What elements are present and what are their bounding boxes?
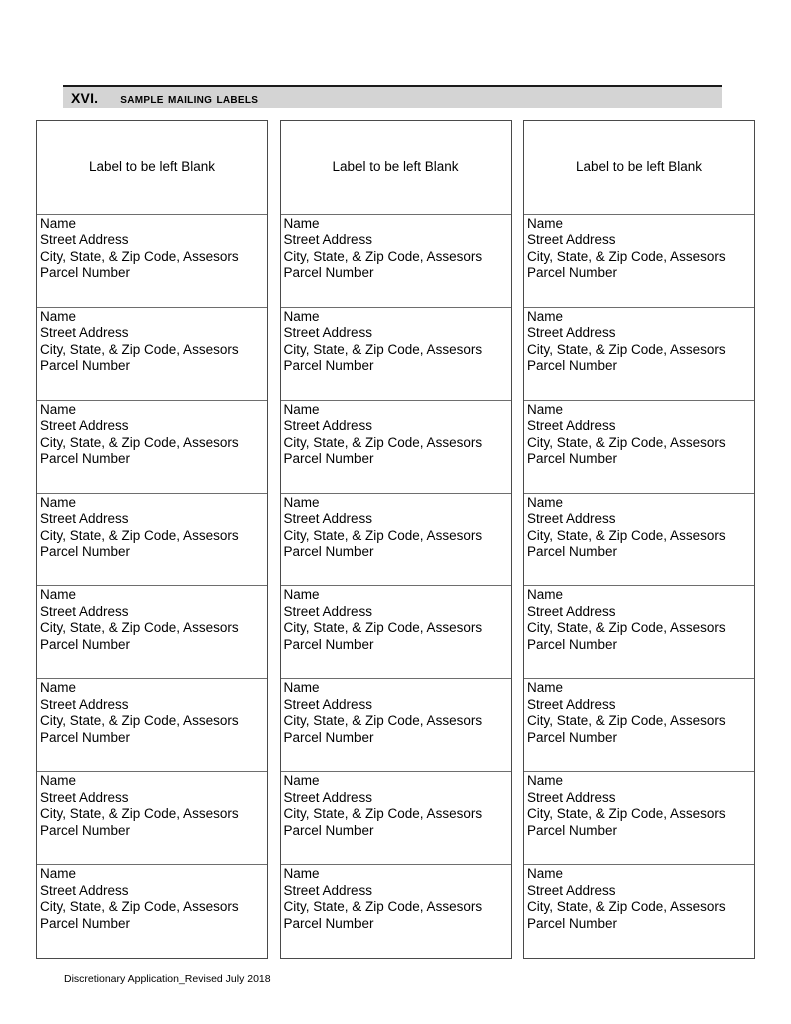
address-line-parcel: Parcel Number — [527, 451, 618, 467]
address-line-city: City, State, & Zip Code, Assesors — [40, 620, 239, 636]
address-line-city: City, State, & Zip Code, Assesors — [40, 899, 239, 915]
address-line-name: Name — [527, 587, 564, 603]
address-line-street: Street Address — [527, 603, 616, 619]
address-label-cell[interactable] — [281, 772, 511, 865]
address-line-city: City, State, & Zip Code, Assesors — [40, 527, 239, 543]
address-label-cell[interactable] — [37, 586, 267, 679]
address-line-name: Name — [40, 494, 77, 510]
address-line-city: City, State, & Zip Code, Assesors — [527, 713, 726, 729]
address-line-city: City, State, & Zip Code, Assesors — [527, 620, 726, 636]
address-label-cell[interactable] — [281, 215, 511, 308]
address-label-cell[interactable] — [281, 586, 511, 679]
blank-label-cell[interactable] — [524, 121, 754, 215]
address-line-street: Street Address — [283, 418, 373, 434]
label-column-3 — [523, 120, 755, 959]
address-line-street: Street Address — [283, 882, 373, 898]
address-line-street: Street Address — [527, 696, 616, 712]
address-label-cell[interactable] — [524, 401, 754, 494]
address-line-street: Street Address — [283, 325, 373, 341]
blank-label-text: Label to be left Blank — [332, 159, 459, 175]
address-line-parcel: Parcel Number — [527, 636, 618, 652]
address-line-street: Street Address — [527, 511, 616, 527]
address-label-cell[interactable] — [37, 215, 267, 308]
address-line-parcel: Parcel Number — [527, 729, 618, 745]
address-line-street: Street Address — [40, 696, 129, 712]
address-line-city: City, State, & Zip Code, Assesors — [527, 248, 726, 264]
blank-label-cell[interactable] — [281, 121, 511, 215]
address-line-name: Name — [283, 680, 320, 696]
address-line-street: Street Address — [527, 882, 616, 898]
address-line-street: Street Address — [40, 882, 129, 898]
address-line-name: Name — [40, 773, 77, 789]
label-column-1 — [36, 120, 268, 959]
address-label-cell[interactable] — [524, 679, 754, 772]
address-line-parcel: Parcel Number — [40, 265, 131, 281]
address-line-parcel: Parcel Number — [40, 451, 131, 467]
blank-label-cell[interactable] — [37, 121, 267, 215]
address-line-city: City, State, & Zip Code, Assesors — [283, 434, 483, 450]
address-line-parcel: Parcel Number — [283, 822, 374, 838]
address-line-name: Name — [40, 680, 77, 696]
address-line-street: Street Address — [40, 603, 129, 619]
address-line-name: Name — [283, 866, 320, 882]
address-line-name: Name — [527, 215, 564, 231]
address-label-cell[interactable] — [37, 401, 267, 494]
address-line-street: Street Address — [283, 232, 373, 248]
address-label-cell[interactable] — [281, 679, 511, 772]
address-label-cell[interactable] — [524, 494, 754, 587]
address-line-street: Street Address — [527, 325, 616, 341]
address-line-parcel: Parcel Number — [527, 265, 618, 281]
address-line-city: City, State, & Zip Code, Assesors — [40, 713, 239, 729]
address-label-cell[interactable] — [524, 865, 754, 958]
address-line-parcel: Parcel Number — [283, 636, 374, 652]
address-label-cell[interactable] — [281, 401, 511, 494]
address-line-city: City, State, & Zip Code, Assesors — [527, 341, 726, 357]
section-number: XVI. — [71, 89, 99, 106]
address-line-parcel: Parcel Number — [40, 915, 131, 931]
address-line-street: Street Address — [40, 418, 129, 434]
address-label-cell[interactable] — [37, 865, 267, 958]
address-line-parcel: Parcel Number — [40, 729, 131, 745]
address-line-street: Street Address — [40, 789, 129, 805]
address-line-parcel: Parcel Number — [283, 451, 374, 467]
address-label-cell[interactable] — [524, 308, 754, 401]
address-line-name: Name — [283, 215, 320, 231]
address-line-parcel: Parcel Number — [283, 915, 374, 931]
address-line-name: Name — [40, 401, 77, 417]
address-line-parcel: Parcel Number — [527, 915, 618, 931]
address-label-cell[interactable] — [524, 215, 754, 308]
address-line-city: City, State, & Zip Code, Assesors — [283, 248, 483, 264]
address-label-cell[interactable] — [524, 772, 754, 865]
label-column-2 — [280, 120, 512, 959]
address-label-cell[interactable] — [281, 308, 511, 401]
address-label-cell[interactable] — [37, 679, 267, 772]
address-line-name: Name — [40, 587, 77, 603]
address-label-cell[interactable] — [37, 772, 267, 865]
address-line-city: City, State, & Zip Code, Assesors — [40, 248, 239, 264]
address-line-street: Street Address — [283, 603, 373, 619]
address-label-cell[interactable] — [37, 308, 267, 401]
blank-label-text: Label to be left Blank — [88, 159, 216, 175]
address-line-name: Name — [283, 587, 320, 603]
address-line-street: Street Address — [527, 789, 616, 805]
section-heading-bar — [63, 85, 722, 108]
address-line-name: Name — [527, 866, 564, 882]
address-line-name: Name — [527, 494, 564, 510]
address-line-parcel: Parcel Number — [283, 265, 374, 281]
mailing-label-grid — [36, 120, 755, 959]
address-line-name: Name — [527, 773, 564, 789]
address-line-city: City, State, & Zip Code, Assesors — [527, 434, 726, 450]
address-line-city: City, State, & Zip Code, Assesors — [527, 899, 726, 915]
address-line-city: City, State, & Zip Code, Assesors — [40, 434, 239, 450]
address-line-street: Street Address — [40, 511, 129, 527]
address-line-name: Name — [527, 308, 564, 324]
address-line-parcel: Parcel Number — [283, 358, 374, 374]
address-line-city: City, State, & Zip Code, Assesors — [527, 806, 726, 822]
address-line-parcel: Parcel Number — [283, 544, 374, 560]
address-label-cell[interactable] — [524, 586, 754, 679]
address-line-name: Name — [40, 308, 77, 324]
address-line-parcel: Parcel Number — [40, 358, 131, 374]
address-line-parcel: Parcel Number — [283, 729, 374, 745]
address-line-name: Name — [40, 215, 77, 231]
address-line-street: Street Address — [40, 325, 129, 341]
address-line-name: Name — [40, 866, 77, 882]
address-line-parcel: Parcel Number — [40, 636, 131, 652]
address-line-street: Street Address — [527, 418, 616, 434]
address-line-name: Name — [527, 680, 564, 696]
address-line-city: City, State, & Zip Code, Assesors — [40, 806, 239, 822]
page-title: sample mailing labels — [120, 89, 259, 106]
address-line-name: Name — [283, 401, 320, 417]
address-line-parcel: Parcel Number — [527, 544, 618, 560]
address-line-parcel: Parcel Number — [40, 544, 131, 560]
address-line-city: City, State, & Zip Code, Assesors — [283, 527, 483, 543]
address-line-city: City, State, & Zip Code, Assesors — [283, 341, 483, 357]
address-line-city: City, State, & Zip Code, Assesors — [283, 806, 483, 822]
address-line-parcel: Parcel Number — [527, 358, 618, 374]
address-label-cell[interactable] — [281, 865, 511, 958]
address-line-name: Name — [283, 773, 320, 789]
address-line-street: Street Address — [40, 232, 129, 248]
blank-label-text: Label to be left Blank — [575, 159, 703, 175]
address-line-city: City, State, & Zip Code, Assesors — [40, 341, 239, 357]
address-line-name: Name — [527, 401, 564, 417]
document-footer: Discretionary Application_Revised July 2018 — [64, 973, 271, 985]
address-line-city: City, State, & Zip Code, Assesors — [283, 713, 483, 729]
address-line-street: Street Address — [527, 232, 616, 248]
address-line-name: Name — [283, 308, 320, 324]
address-line-parcel: Parcel Number — [40, 822, 131, 838]
address-line-city: City, State, & Zip Code, Assesors — [283, 620, 483, 636]
address-label-cell[interactable] — [281, 494, 511, 587]
address-label-cell[interactable] — [37, 494, 267, 587]
address-line-name: Name — [283, 494, 320, 510]
address-line-city: City, State, & Zip Code, Assesors — [283, 899, 483, 915]
address-line-street: Street Address — [283, 696, 373, 712]
address-line-street: Street Address — [283, 789, 373, 805]
address-line-street: Street Address — [283, 511, 373, 527]
address-line-parcel: Parcel Number — [527, 822, 618, 838]
address-line-city: City, State, & Zip Code, Assesors — [527, 527, 726, 543]
